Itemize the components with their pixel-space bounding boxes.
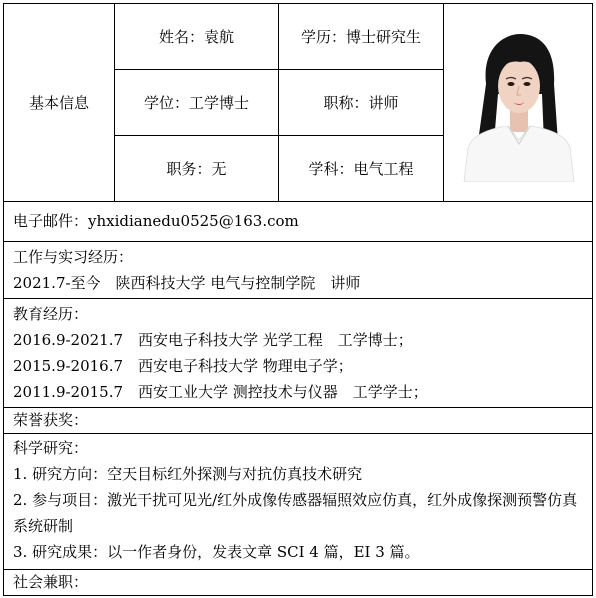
social-cell	[4, 570, 593, 596]
research-row	[4, 434, 593, 570]
education-heading: 教育经历：	[13, 305, 89, 323]
portrait-photo-icon	[458, 24, 578, 182]
email-cell	[4, 202, 593, 242]
honors-cell	[4, 408, 593, 434]
work-entry: 2021.7-至今 陕西科技大学 电气与控制学院 讲师	[13, 274, 361, 292]
degree-field: 学位：工学博士	[115, 70, 279, 136]
social-row	[4, 570, 593, 596]
education-entry: 2015.9-2016.7 西安电子科技大学 物理电子学；	[13, 357, 353, 375]
work-heading: 工作与实习经历：	[13, 248, 134, 266]
discipline-field: 学科：电气工程	[279, 136, 444, 202]
cv-table	[3, 3, 593, 596]
name-field: 姓名：袁航	[115, 4, 279, 70]
social-heading: 社会兼职：	[13, 573, 89, 591]
education-row	[4, 299, 593, 408]
honors-row	[4, 408, 593, 434]
email-label: 电子邮件：	[13, 212, 89, 230]
work-row	[4, 242, 593, 299]
research-cell	[4, 434, 593, 570]
education-entry: 2011.9-2015.7 西安工业大学 测控技术与仪器 工学学士；	[13, 383, 428, 401]
research-item: 3. 研究成果：以一作者身份，发表文章 SCI 4 篇，EI 3 篇。	[13, 543, 420, 561]
basic-info-row-1	[4, 4, 593, 70]
research-item: 1. 研究方向：空天目标红外探测与对抗仿真技术研究	[13, 465, 363, 483]
email-row	[4, 202, 593, 242]
title-field: 职称：讲师	[279, 70, 444, 136]
basic-info-label: 基本信息	[4, 4, 115, 202]
education-entry: 2016.9-2021.7 西安电子科技大学 光学工程 工学博士；	[13, 331, 413, 349]
education-cell	[4, 299, 593, 408]
research-heading: 科学研究：	[13, 439, 89, 457]
email-value: yhxidianedu0525@163.com	[88, 212, 299, 230]
research-item: 2. 参与项目：激光干扰可见光/红外成像传感器辐照效应仿真，红外成像探测预警仿真系统研制	[13, 491, 578, 535]
work-cell	[4, 242, 593, 299]
education-level-field: 学历：博士研究生	[279, 4, 444, 70]
honors-heading: 荣誉获奖：	[13, 411, 89, 429]
photo-cell	[444, 4, 593, 202]
position-field: 职务：无	[115, 136, 279, 202]
